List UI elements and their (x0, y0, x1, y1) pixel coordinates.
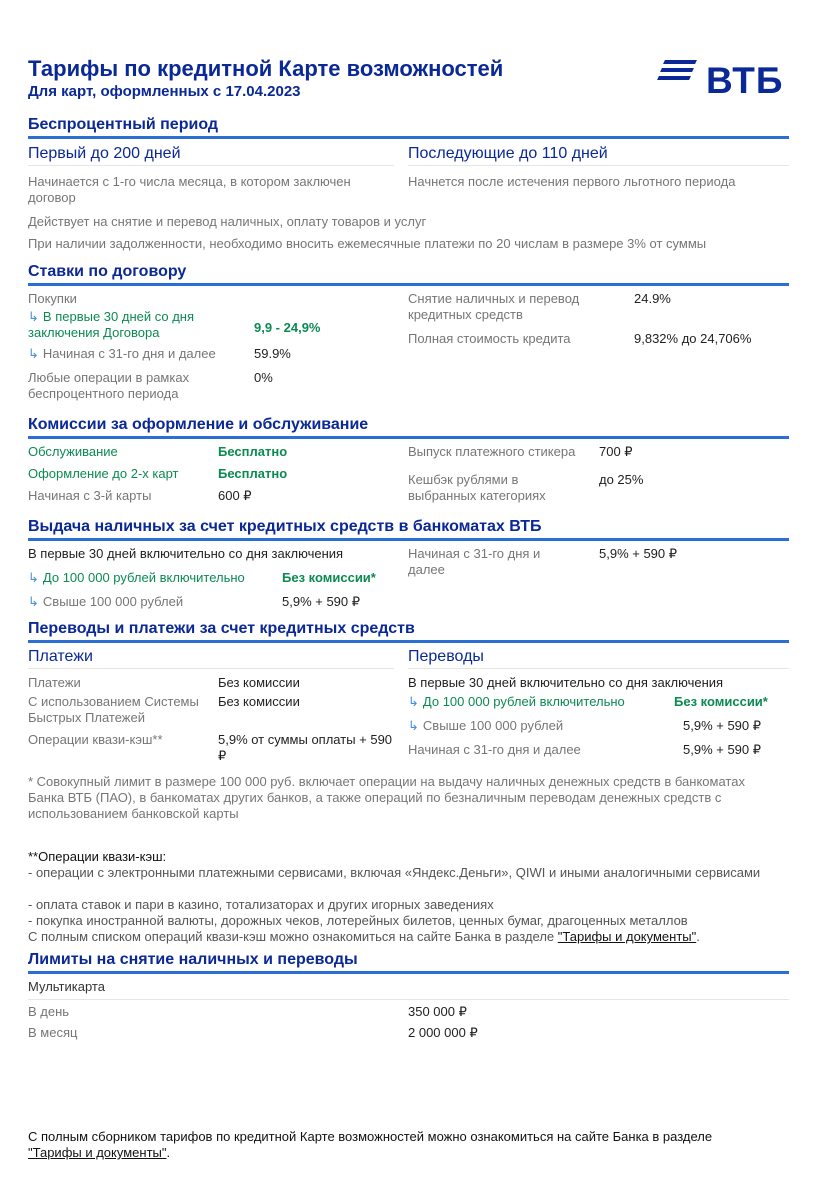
quasi-value: 5,9% от суммы оплаты + 590 ₽ (218, 732, 393, 763)
atm-from31-label: Начиная с 31-го дня и далее (408, 546, 541, 577)
rates-cash-label: Снятие наличных и перевод кредитных средств (408, 291, 580, 322)
atm-upto-row (28, 570, 245, 586)
transfers-upto-value: Без комиссии* (674, 694, 768, 709)
quasi-item-1: - операции с электронными платежными сервисами, включая «Яндекс.Деньги», QIWI и иными аналогичными сервисами (28, 865, 761, 880)
rates-from31-row (28, 346, 216, 362)
grace-note-1: Действует на снятие и перевод наличных, оплату товаров и услуг (28, 214, 427, 229)
section-divider (28, 436, 789, 439)
divider (28, 668, 394, 669)
rates-cash-value: 24.9% (634, 291, 671, 306)
transfers-from31-value: 5,9% + 590 ₽ (683, 742, 762, 757)
quasi-title: **Операции квази-кэш: (28, 849, 167, 864)
bottom-tariffs-link[interactable]: "Тарифы и документы" (28, 1145, 167, 1160)
rates-first30-row (28, 309, 243, 341)
quasi-item-4-suffix: . (696, 929, 700, 944)
fees-cashback-label: Кешбэк рублями в выбранных категориях (408, 472, 546, 503)
fees-issue2-label: Оформление до 2-х карт (28, 466, 179, 481)
section-title-rates: Ставки по договору (28, 263, 187, 280)
bottom-note-text: С полным сборником тарифов по кредитной Карте возможностей можно ознакомиться на сайте Банка в разделе (28, 1129, 713, 1144)
section-title-transfers: Переводы и платежи за счет кредитных средств (28, 620, 415, 637)
limits-day-label: В день (28, 1004, 70, 1019)
rates-grace-ops-label: Любые операции в рамках беспроцентного периода (28, 370, 190, 401)
footnote-star: * Совокупный лимит в размере 100 000 руб. включает операции на выдачу наличных денежных средств в банкоматах Банка ВТБ (ПАО), в банкоматах других банков, а также операций по безналичным переводам денежных средств с использованием банковской карты (28, 774, 745, 821)
quasi-label: Операции квази-кэш** (28, 732, 163, 747)
page-title: Тарифы по кредитной Карте возможностей (28, 56, 504, 81)
atm-from31-value: 5,9% + 590 ₽ (599, 546, 678, 561)
logo-stripes-icon (664, 60, 696, 84)
transfers-heading: Переводы (408, 648, 484, 665)
section-divider (28, 640, 789, 643)
atm-upto-value: Без комиссии* (282, 570, 376, 585)
transfers-over-row (408, 718, 563, 734)
divider (28, 165, 394, 166)
vtb-logo (664, 58, 784, 104)
divider (408, 668, 789, 669)
sub-arrow-icon: ↳ (408, 694, 419, 709)
payments-label: Платежи (28, 675, 81, 690)
section-title-atm: Выдача наличных за счет кредитных средств в банкоматах ВТБ (28, 518, 542, 535)
rates-from31-value: 59.9% (254, 346, 291, 361)
transfers-upto-label: До 100 000 рублей включительно (422, 694, 625, 709)
section-divider (28, 971, 789, 974)
tariffs-documents-link[interactable]: "Тарифы и документы" (557, 929, 697, 944)
limits-day-value: 350 000 ₽ (408, 1004, 467, 1019)
fees-from3-label: Начиная с 3-й карты (28, 488, 152, 503)
rates-purchases-label: Покупки (28, 291, 77, 306)
sub-arrow-icon: ↳ (408, 718, 419, 733)
rates-first30-label: В первые 30 дней со дня заключения Договора (28, 309, 195, 340)
grace-next-heading: Последующие до 110 дней (408, 145, 608, 162)
grace-first-desc: Начинается с 1-го числа месяца, в котором заключен договор (28, 174, 351, 205)
fees-service-label: Обслуживание (28, 444, 118, 459)
grace-note-2: При наличии задолженности, необходимо вносить ежемесячные платежи по 20 числам в размере 3% от суммы (28, 236, 707, 251)
sub-arrow-icon: ↳ (28, 570, 39, 585)
grace-next-desc: Начнется после истечения первого льготного периода (408, 174, 736, 189)
section-divider (28, 283, 789, 286)
divider (28, 999, 789, 1000)
page-subtitle: Для карт, оформленных с 17.04.2023 (28, 83, 301, 100)
payments-value: Без комиссии (218, 675, 300, 690)
fees-issue2-value: Бесплатно (218, 466, 288, 481)
fees-sticker-value: 700 ₽ (599, 444, 633, 459)
rates-full-cost-label: Полная стоимость кредита (408, 331, 571, 346)
limits-card: Мультикарта (28, 979, 105, 994)
rates-grace-ops-value: 0% (254, 370, 273, 385)
rates-from31-label: Начиная с 31-го дня и далее (42, 346, 216, 361)
logo-text: ВТБ (706, 60, 784, 101)
quasi-item-4-text: С полным списком операций квази-кэш можно ознакомиться на сайте Банка в разделе (28, 929, 558, 944)
atm-over-row (28, 594, 183, 610)
quasi-item-3: - покупка иностранной валюты, дорожных чеков, лотерейных билетов, ценных бумаг, драгоценных металлов (28, 913, 688, 928)
bottom-note-suffix: . (166, 1145, 171, 1160)
atm-over-label: Свыше 100 000 рублей (42, 594, 184, 609)
divider (408, 165, 789, 166)
transfers-over-value: 5,9% + 590 ₽ (683, 718, 762, 733)
rates-first30-value: 9,9 - 24,9% (254, 320, 321, 335)
transfers-first30: В первые 30 дней включительно со дня заключения (408, 675, 724, 690)
fees-service-value: Бесплатно (218, 444, 288, 459)
bottom-note (28, 1129, 788, 1161)
payments-heading: Платежи (28, 648, 93, 665)
fees-from3-value: 600 ₽ (218, 488, 252, 503)
section-title-grace: Беспроцентный период (28, 116, 219, 133)
transfers-upto-row (408, 694, 625, 710)
sbp-value: Без комиссии (218, 694, 300, 709)
sub-arrow-icon: ↳ (28, 594, 39, 609)
atm-first30: В первые 30 дней включительно со дня заключения (28, 546, 344, 561)
rates-full-cost-value: 9,832% до 24,706% (634, 331, 752, 346)
fees-cashback-value: до 25% (599, 472, 644, 487)
atm-upto-label: До 100 000 рублей включительно (42, 570, 245, 585)
limits-month-value: 2 000 000 ₽ (408, 1025, 478, 1040)
fees-sticker-label: Выпуск платежного стикера (408, 444, 576, 459)
section-divider (28, 538, 789, 541)
sub-arrow-icon: ↳ (28, 309, 39, 324)
quasi-item-2: - оплата ставок и пари в казино, тотализаторах и других игорных заведениях (28, 897, 494, 912)
atm-over-value: 5,9% + 590 ₽ (282, 594, 361, 609)
sbp-label: С использованием Системы Быстрых Платежей (28, 694, 199, 725)
section-divider (28, 136, 789, 139)
limits-month-label: В месяц (28, 1025, 78, 1040)
transfers-over-label: Свыше 100 000 рублей (422, 718, 564, 733)
section-title-fees: Комиссии за оформление и обслуживание (28, 416, 369, 433)
quasi-item-4 (28, 929, 700, 945)
transfers-from31-label: Начиная с 31-го дня и далее (408, 742, 581, 757)
section-title-limits: Лимиты на снятие наличных и переводы (28, 951, 358, 968)
grace-first-heading: Первый до 200 дней (28, 145, 181, 162)
sub-arrow-icon: ↳ (28, 346, 39, 361)
